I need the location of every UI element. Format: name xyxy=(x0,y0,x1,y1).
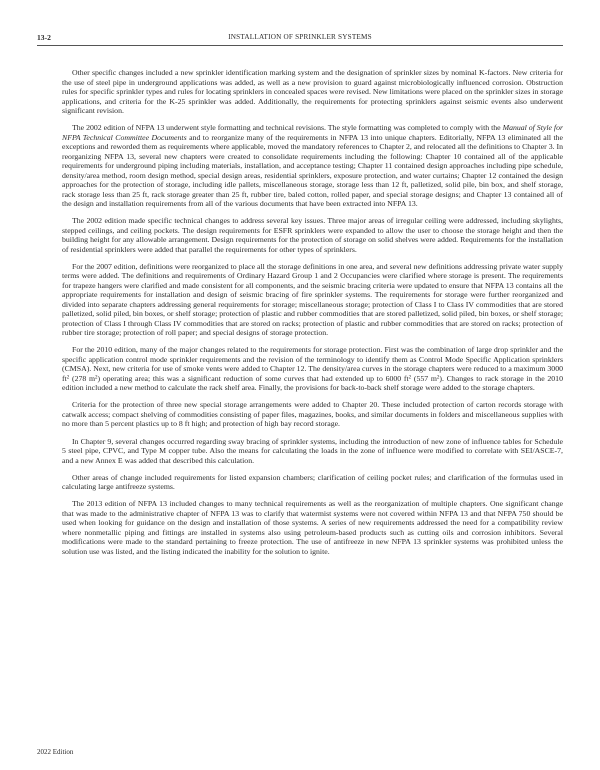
paragraph-7: In Chapter 9, several changes occurred regarding sway bracing of sprinkler systems, including the introduction of new zone of influence tables for Schedule 5 steel pipe, CPVC, and Type M copper tube. Also the means for calculating the loads in the zone of influence were modified to correlate with SEI/ASCE-7, and a new Annex E was added that described this calculation. xyxy=(62,436,563,465)
paragraph-8: Other areas of change included requirements for listed expansion chambers; clarification of ceiling pocket rules; and clarification of the formulas used in calculating large antifreeze systems. xyxy=(62,472,563,492)
running-title: INSTALLATION OF SPRINKLER SYSTEMS xyxy=(228,33,372,41)
paragraph-4: For the 2007 edition, definitions were reorganized to place all the storage definitions in one area, and several new definitions addressing private water supply terms were added. The definitions and requirements of Ordinary Hazard Group 1 and 2 Occupancies were clarified where storage is present. The requirements for trapeze hangers were clarified and made consistent for all components, and the seismic bracing criteria were updated to ensure that NFPA 13 contains all the appropriate requirements for installation and design of seismic bracing of fire sprinkler systems. The requirements for storage were further reorganized and divided into separate chapters addressing general requirements for storage; miscellaneous storage; protection of Class I to Class IV commodities that are stored palletized, solid piled, bin boxes, or shelf storage; protection of plastic and rubber commodities that are stored palletized, solid piled, bin boxes, or shelf storage; protection of Class I through Class IV commodities that are stored on racks; protection of plastic and rubber commodities that are stored on racks; protection of rubber tire storage; protection of roll paper; and special designs of storage protection. xyxy=(62,261,563,338)
edition-footer: 2022 Edition xyxy=(37,748,74,756)
paragraph-1: Other specific changes included a new sprinkler identification marking system and the designation of sprinkler sizes by nominal K-factors. New criteria for the use of steel pipe in underground applications was added, as well as a new provision to guard against microbiologically influenced corrosion. Obstruction rules for specific sprinkler types and rules for locating sprinklers in concealed spaces were revised. New limitations were placed on the sprinkler sizes in storage applications, and criteria for the K-25 sprinkler was added. Additionally, the requirements for protecting sprinklers against seismic events also underwent significant revision. xyxy=(62,68,563,115)
body-text xyxy=(62,68,563,564)
paragraph-3: The 2002 edition made specific technical changes to address several key issues. Three major areas of irregular ceiling were addressed, including skylights, stepped ceilings, and ceiling pockets. The design requirements for ESFR sprinklers were expanded to allow the user to choose the storage height and then the building height for any allowable arrangement. Design requirements for the protection of storage on solid shelves were added. Requirements for the installation of residential sprinklers were added that parallel the requirements for other types of sprinklers. xyxy=(62,216,563,254)
paragraph-6: Criteria for the protection of three new special storage arrangements were added to Chapter 20. These included protection of carton records storage with catwalk access; compact shelving of commodities consisting of paper files, magazines, books, and similar documents in folders and miscellaneous supplies with no more than 5 percent plastics up to 8 ft high; and protection of high bay record storage. xyxy=(62,400,563,429)
paragraph-5: For the 2010 edition, many of the major changes related to the requirements for storage protection. First was the combination of large drop sprinkler and the specific application control mode sprinkler requirements and the revision of the terminology to identify them as Control Mode Specific Application sprinklers (CMSA). Next, new criteria for use of smoke vents were added to Chapter 12. The density/area curves in the storage chapters were reduced to a maximum 3000 $ft^2$ (278 $m^2$) operating area; this was a significant reduction of some curves that had extended up to 6000 $ft^2$ (557 $m^2$). Changes to rack storage in the 2010 edition included a new method to calculate the rack shelf area. Finally, the provisions for back-to-back shelf storage were added to the storage chapters. xyxy=(62,345,563,393)
paragraph-9: The 2013 edition of NFPA 13 included changes to many technical requirements as well as the reorganization of multiple chapters. One significant change that was made to the administrative chapter of NFPA 13 was to clarify that watermist systems were not covered within NFPA 13 and that NFPA 750 should be used when looking for guidance on the design and installation of those systems. A series of new requirements addressed the need for a compatibility review where nonmetallic piping and fittings are installed in systems also using petroleum-based products such as cutting oils and corrosion inhibitors. Several modifications were made to the standard pertaining to freeze protection. The use of antifreeze in new NFPA 13 sprinkler systems was prohibited unless the solution use was listed, and the listing indicated the inability for the solution to ignite. xyxy=(62,499,563,556)
page-header xyxy=(37,33,563,46)
page-number: 13-2 xyxy=(37,33,51,42)
paragraph-2: The 2002 edition of NFPA 13 underwent style formatting and technical revisions. The style formatting was completed to comply with the Manual of Style for NFPA Technical Committee Documents and to reorganize many of the requirements in NFPA 13 into unique chapters. Editorially, NFPA 13 eliminated all the exceptions and reworded them as requirements where applicable, moved the mandatory references to Chapter 2, and relocated all the definitions to Chapter 3. In reorganizing NFPA 13, several new chapters were created to consolidate requirements including the following: Chapter 10 contained all of the applicable requirements for underground piping including materials, installation, and acceptance testing; Chapter 11 contained design approaches including pipe schedule, density/area method, room design method, special design areas, residential sprinklers, exposure protection, and water curtains; Chapter 12 contained the design approaches for the protection of storage, including idle pallets, miscellaneous storage, storage less than 12 ft, palletized, solid pile, bin box, and shelf storage, rack storage less than 25 ft, rack storage greater than 25 ft, rubber tire, baled cotton, rolled paper, and special storage designs; and Chapter 13 contained all of the design and installation requirements from all of the various documents that have been extracted into NFPA 13. xyxy=(62,123,564,209)
